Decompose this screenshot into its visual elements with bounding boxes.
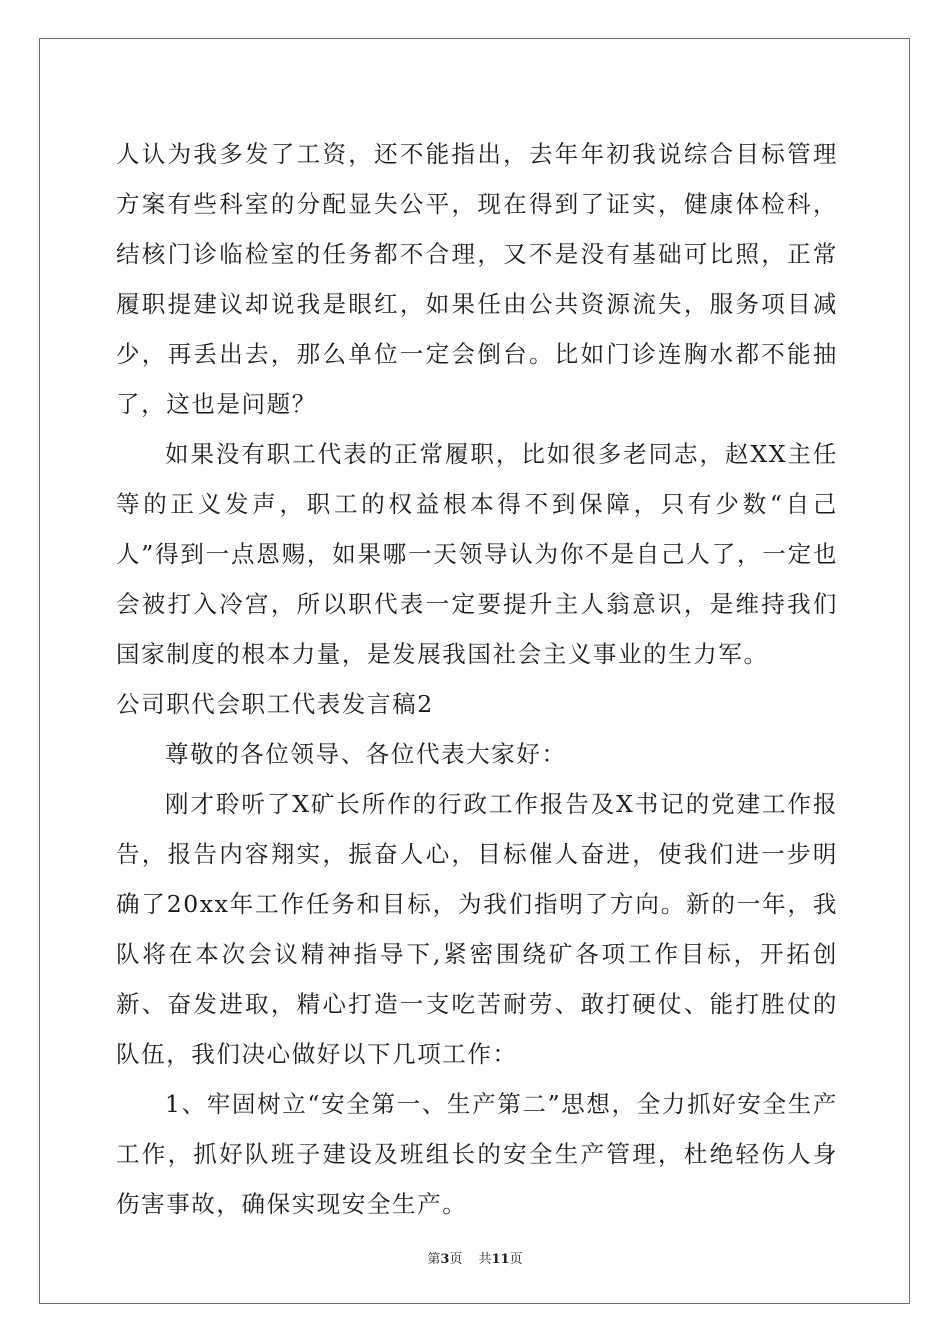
paragraph: 人认为我多发了工资，还不能指出，去年年初我说综合目标管理方案有些科室的分配显失公平，现在得到了证实，健康体检科，结核门诊临检室的任务都不合理，又不是没有基础可比照，正常履职提建议却说我是眼红，如果任由公共资源流失，服务项目减少，再丢出去，那么单位一定会倒台。比如门诊连胸水都不能抽了，这也是问题？ xyxy=(116,140,838,418)
paragraph: 刚才聆听了X矿长所作的行政工作报告及X书记的党建工作报告，报告内容翔实，振奋人心，目标催人奋进，使我们进一步明确了20xx年工作任务和目标，为我们指明了方向。新的一年，我队将在本次会议精神指导下,紧密围绕矿各项工作目标，开拓创新、奋发进取，精心打造一支吃苦耐劳、敢打硬仗、能打胜仗的队伍，我们决心做好以下几项工作： xyxy=(116,790,838,1068)
paragraph: 1、牢固树立“安全第一、生产第二”思想，全力抓好安全生产工作，抓好队班子建设及班组长的安全生产管理，杜绝轻伤人身伤害事故，确保实现安全生产。 xyxy=(116,1090,838,1218)
salutation: 尊敬的各位领导、各位代表大家好： xyxy=(165,740,567,768)
page-prefix: 第 xyxy=(427,1252,441,1267)
section-heading: 公司职代会职工代表发言稿2 xyxy=(116,690,434,718)
page-footer xyxy=(0,1252,950,1268)
document-body xyxy=(116,129,838,1229)
page-suffix: 页 xyxy=(449,1252,463,1267)
page-number: 3 xyxy=(440,1252,450,1267)
paragraph: 如果没有职工代表的正常履职，比如很多老同志，赵XX主任等的正义发声，职工的权益根本得不到保障，只有少数“自己人”得到一点恩赐，如果哪一天领导认为你不是自己人了，一定也会被打入冷宫，所以职代表一定要提升主人翁意识，是维持我们国家制度的根本力量，是发展我国社会主义事业的生力军。 xyxy=(116,440,838,668)
total-prefix: 共 xyxy=(478,1252,492,1267)
total-pages: 11 xyxy=(491,1252,510,1267)
total-suffix: 页 xyxy=(509,1252,523,1267)
